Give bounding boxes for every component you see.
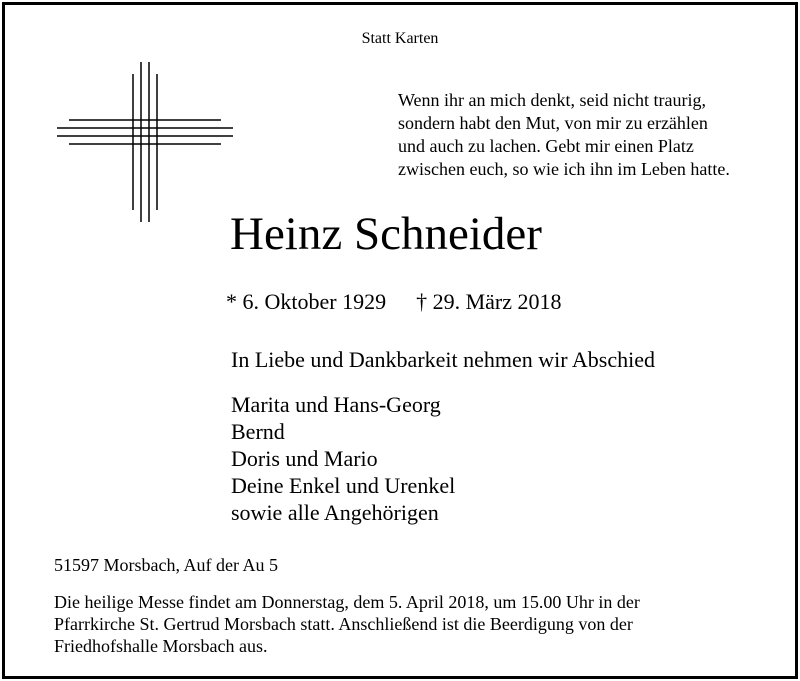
quote-line: zwischen euch, so wie ich ihn im Leben hatte.	[398, 159, 730, 179]
life-dates	[226, 289, 562, 315]
quote-line: sondern habt den Mut, von mir zu erzählen	[398, 113, 708, 133]
mourner-item: Marita und Hans-Georg	[231, 392, 441, 417]
service-line: Friedhofshalle Morsbach aus.	[54, 636, 268, 656]
farewell-text: In Liebe und Dankbarkeit nehmen wir Abschied	[231, 347, 655, 372]
cross-icon	[55, 60, 235, 222]
service-line: Die heilige Messe findet am Donnerstag, dem 5. April 2018, um 15.00 Uhr in der	[54, 592, 640, 612]
quote-line: und auch zu lachen. Gebt mir einen Platz	[398, 136, 694, 156]
mourner-item: Bernd	[231, 419, 285, 444]
quote-block	[398, 89, 730, 181]
mourners-list	[231, 391, 455, 526]
service-info	[54, 591, 640, 657]
mourner-item: Deine Enkel und Urenkel	[231, 473, 456, 498]
header-text: Statt Karten	[361, 30, 439, 47]
mourner-item: sowie alle Angehörigen	[231, 500, 439, 525]
deceased-name: Heinz Schneider	[230, 208, 542, 260]
service-line: Pfarrkirche St. Gertrud Morsbach statt. Anschließend ist die Beerdigung von der	[54, 614, 633, 634]
death-date: † 29. März 2018	[416, 289, 562, 314]
mourner-item: Doris und Mario	[231, 446, 378, 471]
birth-date: * 6. Oktober 1929	[226, 289, 387, 314]
address-text: 51597 Morsbach, Auf der Au 5	[54, 555, 278, 575]
quote-line: Wenn ihr an mich denkt, seid nicht traurig,	[398, 90, 706, 110]
